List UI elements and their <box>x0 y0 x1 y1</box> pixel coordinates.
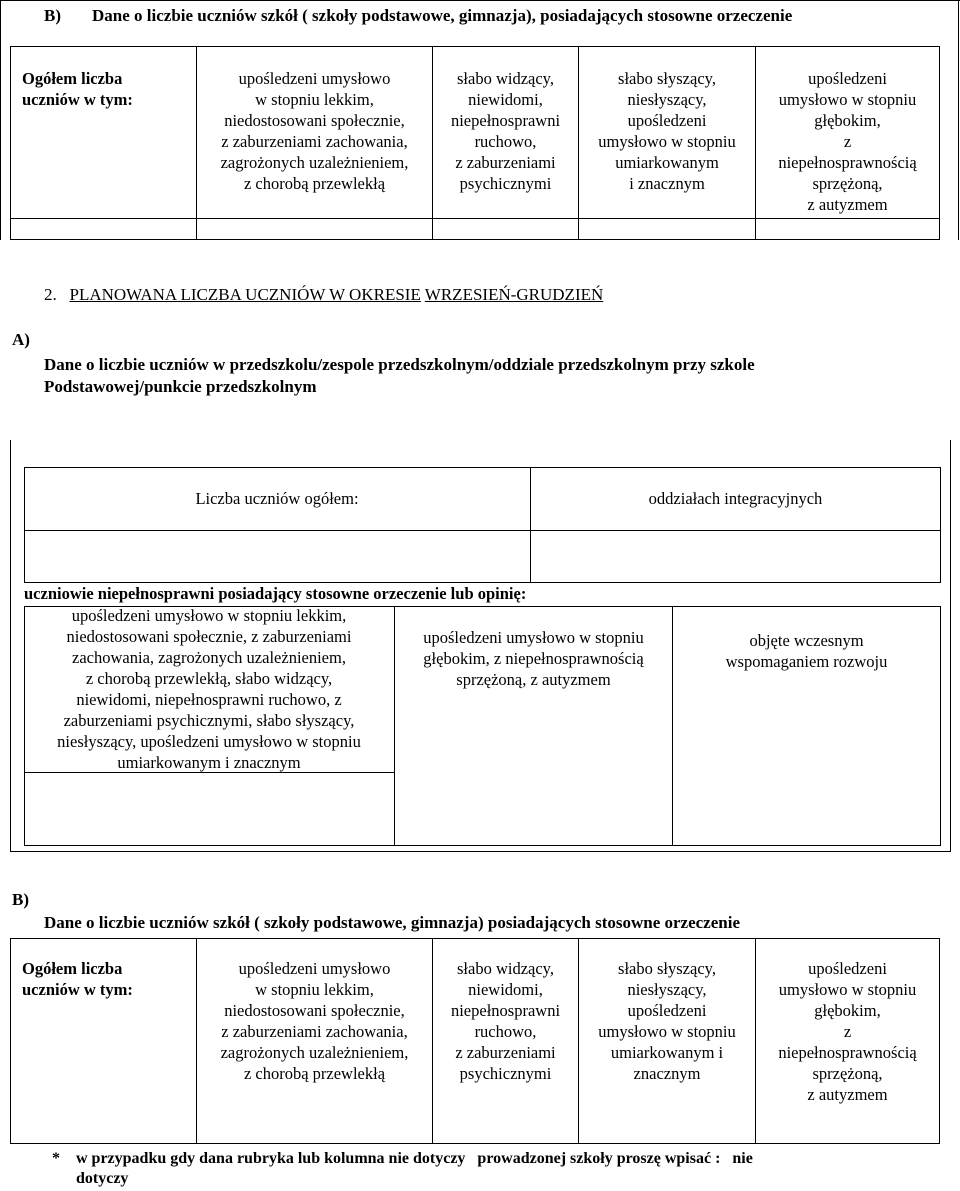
header-col-visual: słabo widzący, niewidomi, niepełnosprawni ruchowo, z zaburzeniami psychicznymi <box>450 69 561 193</box>
section-b-heading: Dane o liczbie uczniów szkół ( szkoły podstawowe, gimnazja), posiadających stosowne orzeczenie <box>92 6 793 25</box>
b2-header-col-profound: upośledzeni umysłowo w stopniu głębokim, z niepełnosprawnością sprzężoną, z autyzmem <box>778 959 917 1104</box>
section-a-heading-1: Dane o liczbie uczniów w przedszkolu/zespole przedszkolnym/oddziale przedszkolnym przy szkole <box>44 355 755 374</box>
section-2-title-part2: WRZESIEŃ-GRUDZIEŃ <box>424 285 604 304</box>
section-a-heading-2: Podstawowej/punkcie przedszkolnym <box>44 377 317 396</box>
section-2-title-part1: PLANOWANA LICZBA UCZNIÓW W OKRESIE <box>69 285 421 304</box>
b2-header-total: Ogółem liczba uczniów w tym: <box>22 959 133 999</box>
total-students-label: Liczba uczniów ogółem: <box>195 489 359 508</box>
footnote-star: * <box>52 1150 60 1167</box>
header-col-light: upośledzeni umysłowo w stopniu lekkim, niedostosowani społecznie, z zaburzeniami zachowania, zagrożonych uzależnieniem, z chorobą przewlekłą <box>220 69 409 193</box>
sub-col-mild: upośledzeni umysłowo w stopniu lekkim, niedostosowani społecznie, z zaburzeniami zachowania, zagrożonych uzależnieniem, z chorobą przewlekłą, słabo widzący, niewidomi, niepełnosprawni ruchowo, z zaburzeniami psychicznymi, słabo słyszący, niesłyszący, upośledzeni umysłowo w stopniu umiarkowanym i znacznym <box>57 606 361 772</box>
b2-header-col-visual: słabo widzący, niewidomi, niepełnosprawni ruchowo, z zaburzeniami psychicznymi <box>450 959 561 1083</box>
section-2-title <box>44 285 603 305</box>
section-2-number: 2. <box>44 285 57 304</box>
section-a-letter: A) <box>12 330 30 349</box>
header-col-profound: upośledzeni umysłowo w stopniu głębokim, z niepełnosprawnością sprzężoną, z autyzmem <box>778 69 917 214</box>
section-b-letter: B) <box>44 6 61 25</box>
header-total: Ogółem liczba uczniów w tym: <box>22 69 133 109</box>
integration-units-label: oddziałach integracyjnych <box>648 489 823 508</box>
sub-col-early-support: objęte wczesnym wspomaganiem rozwoju <box>725 631 888 671</box>
footnote-line-1: w przypadku gdy dana rubryka lub kolumna nie dotyczy prowadzonej szkoły proszę wpisać : nie <box>76 1150 753 1167</box>
b2-header-col-hearing: słabo słyszący, niesłyszący, upośledzeni umysłowo w stopniu umiarkowanym i znacznym <box>598 959 736 1083</box>
disabled-students-subheading: uczniowie niepełnosprawni posiadający stosowne orzeczenie lub opinię: <box>24 584 527 603</box>
footnote-line-2: dotyczy <box>76 1170 129 1187</box>
section-b2-letter: B) <box>12 890 29 909</box>
section-b2-heading: Dane o liczbie uczniów szkół ( szkoły podstawowe, gimnazja) posiadających stosowne orzeczenie <box>44 913 740 932</box>
b2-header-col-light: upośledzeni umysłowo w stopniu lekkim, niedostosowani społecznie, z zaburzeniami zachowania, zagrożonych uzależnieniem, z chorobą przewlekłą <box>220 959 409 1083</box>
header-col-hearing: słabo słyszący, niesłyszący, upośledzeni umysłowo w stopniu umiarkowanym i znacznym <box>598 69 736 193</box>
top-border <box>0 0 960 1</box>
sub-col-profound: upośledzeni umysłowo w stopniu głębokim, z niepełnosprawnością sprzężoną, z autyzmem <box>423 628 644 689</box>
